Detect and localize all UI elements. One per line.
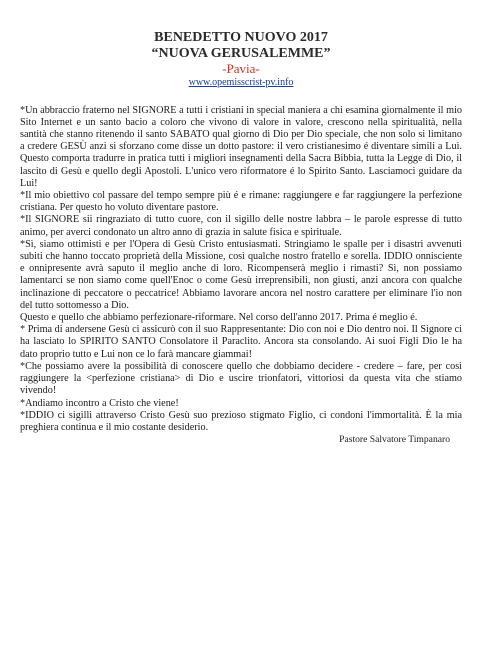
website-link[interactable]: www.opemisscrist-pv.info bbox=[188, 77, 294, 89]
paragraph: *Il mio obiettivo col passare del tempo sempre più é e rimane: raggiungere e far raggiungere la perfezione cristiana. Per questo ho voluto diventare pastore. bbox=[20, 190, 462, 214]
subtitle-city: -Pavia- bbox=[222, 61, 260, 77]
paragraph: * Prima di andersene Gesù ci assicurò con il suo Rappresentante: Dio con noi e Dio dentro noi. Il Signore ci ha lasciato lo SPIRITO SANTO Consolatore il Paraclito. Ancora sta consolando. Ai suoi Figli Dio le ha dato proprio tutto e Lui non ce lo farà mancare giammai! bbox=[20, 324, 462, 360]
signature: Pastore Salvatore Timpanaro bbox=[339, 434, 450, 446]
title-line-1: BENEDETTO NUOVO 2017 bbox=[154, 30, 328, 45]
paragraph: *Che possiamo avere la possibilità di conoscere quello che dobbiamo decidere - credere – fare, per così raggiungere la <perfezione cristiana> di Dio e uscire trionfatori, vittoriosi da questa vita che stiamo vivendo! bbox=[20, 360, 462, 397]
paragraph: *Andiamo incontro a Cristo che viene! bbox=[20, 397, 179, 409]
paragraph: *Il SIGNORE sii ringraziato di tutto cuore, con il sigillo delle nostre labbra – le parole espresse di tutto animo, per averci condonato un altro anno di grazia in salute fisica e spirituale. bbox=[20, 214, 462, 238]
paragraph: Questo e quello che abbiamo perfezionare-riformare. Nel corso dell'anno 2017. Prima é meglio é. bbox=[20, 312, 418, 324]
letter-body bbox=[20, 105, 462, 434]
paragraph: *IDDIO ci sigilli attraverso Cristo Gesù suo prezioso stigmato Figlio, ci condoni l'immortalità. È la mia preghiera continua e il mio costante desiderio. bbox=[20, 409, 462, 433]
paragraph: *Un abbraccio fraterno nel SIGNORE a tutti i cristiani in special maniera a chi esamina giornalmente il mio Sito Internet e un santo bacio a coloro che vivono di valore in valore, crescono nella spiritualità, nella santità che stanno ritenendo il santo SABATO qual giorno di Dio per Dio speciale, che non solo si limitano a credere GESÙ anzi si sforzano come disse un dotto pastore: il vero cristianesimo é diventare simili a Lui. Questo comporta tradurre in pratica tutti i migliori insegnamenti della Sacra Bibbia, tutta la Legge di Dio, il lascito di Gesù e quello degli Apostoli. L'unico vero riformatore é lo Spirito Santo. Lasciamoci guidare da Lui! bbox=[20, 104, 462, 189]
document-header bbox=[20, 30, 462, 89]
title-line-2: “NUOVA GERUSALEMME” bbox=[151, 46, 331, 62]
paragraph: *Sì, siamo ottimisti e per l'Opera di Gesù Cristo entusiasmati. Stringiamo le spalle per i disastri avvenuti subiti che hanno toccato proprietà della Missione, così qualche nostro fratello e sorella. IDDIO onnisciente e onnipresente avrà saputo il meglio anche di loro. Ricompenserà meglio i rimasti? Sì, non possiamo lamentarci se non siamo come quell'Enoc o come Gesù irreprensibili, non giusti, anzi ancora con qualche inclinazione di peccatore o peccatrice! Abbiamo lavorare ancora nel nostro carattere per eliminare l'io non del tutto sottomesso a Dio. bbox=[20, 238, 462, 311]
